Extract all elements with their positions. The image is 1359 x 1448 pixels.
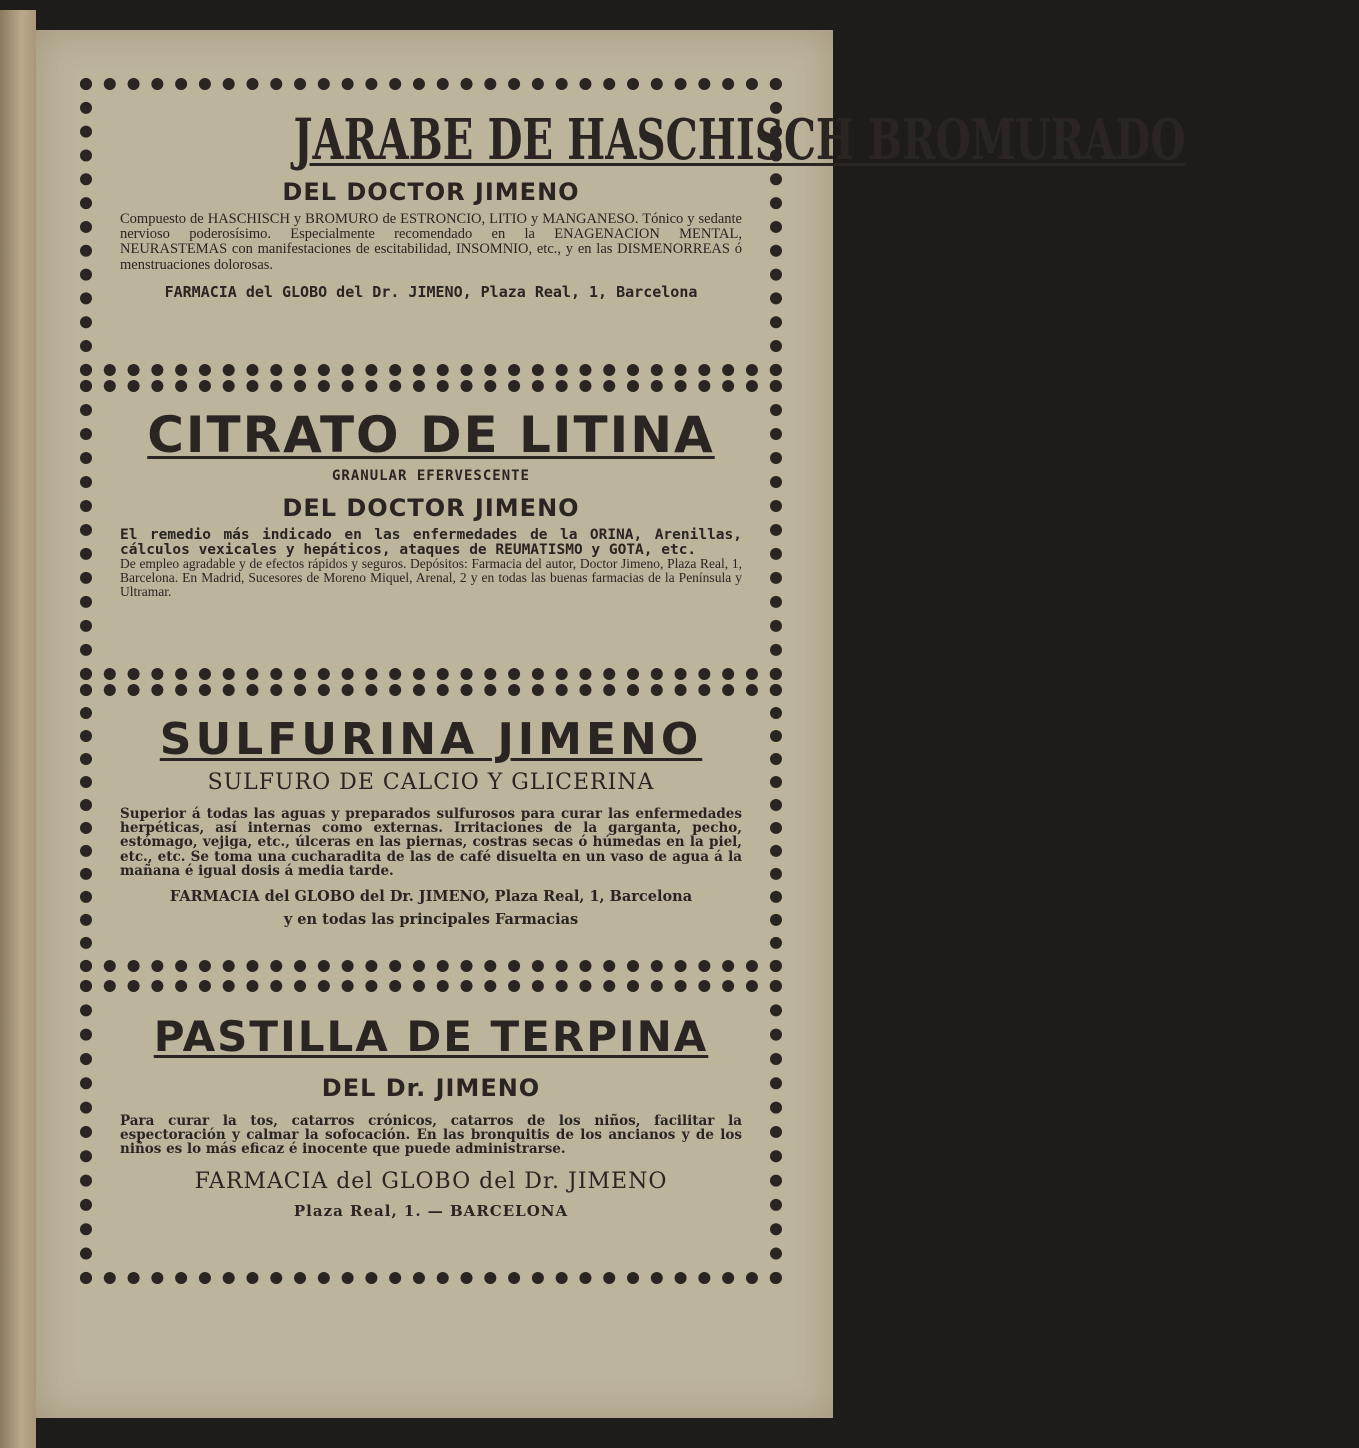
- ad-footer-secondary: y en todas las principales Farmacias: [283, 910, 579, 928]
- ad-title: [120, 107, 1186, 173]
- ad-title: PASTILLA DE TERPINA: [153, 1012, 709, 1061]
- ad-body-secondary: De empleo agradable y de efectos rápidos y seguros. Depósitos: Farmacia del autor, Doctor Jimeno, Plaza Real, 1, Barcelona. En Madrid, Sucesores de Moreno Miquel, Arenal, 2 y en todas las buenas farmacias de la Península y Ultramar.: [120, 556, 742, 600]
- ad-body: Para curar la tos, catarros crónicos, catarros de los niños, facilitar la espectoración y calmar la sofocación. En las bronquitis de los ancianos y de los niños es lo más eficaz é inocente que puede administrarse.: [120, 1113, 742, 1158]
- ad-footer: FARMACIA del GLOBO del Dr. JIMENO, Plaza Real, 1, Barcelona: [169, 887, 693, 905]
- ad-jarabe-haschisch: [80, 78, 1186, 376]
- ad-title: SULFURINA JIMENO: [159, 714, 703, 765]
- ad-citrato-litina: [80, 380, 782, 680]
- ad-pastilla-terpina: [80, 980, 782, 1284]
- ad-subtitle: DEL Dr. JIMENO: [321, 1074, 541, 1102]
- page-edge: [0, 10, 36, 1448]
- ad-tagline: GRANULAR EFERVESCENTE: [331, 468, 530, 484]
- ad-body: El remedio más indicado en las enfermedades de la ORINA, Arenillas, cálculos vexicales y hepáticos, ataques de REUMATISMO y GOTA, etc.: [120, 527, 742, 558]
- ad-footer-secondary: Plaza Real, 1. — BARCELONA: [293, 1201, 569, 1220]
- ad-body: Superior á todas las aguas y preparados sulfurosos para curar las enfermedades herpéticas, así internas como externas. Irritaciones de la garganta, pecho, estómago, vejiga, etc., úlceras en las piernas, costras secas ó húmedas en la piel, etc., etc. Se toma una cucharadita de las de café disuelta en un vaso de agua á la mañana é igual dosis á media tarde.: [120, 806, 742, 879]
- ad-footer: FARMACIA del GLOBO del Dr. JIMENO, Plaza Real, 1, Barcelona: [164, 282, 698, 301]
- ad-subtitle: SULFURO DE CALCIO Y GLICERINA: [207, 770, 655, 795]
- ad-title: CITRATO DE LITINA: [147, 406, 715, 464]
- ad-body: Compuesto de HASCHISCH y BROMURO de ESTRONCIO, LITIO y MANGANESO. Tónico y sedante nervioso poderosísimo. Especialmente recomendado en la ENAGENACION MENTAL, NEURASTEMAS con manifestaciones de escitabilidad, INSOMNIO, etc., y en las DISMENORREAS ó menstruaciones dolorosas.: [120, 211, 742, 273]
- ad-subtitle: DEL DOCTOR JIMENO: [282, 178, 580, 206]
- ad-title-text: JARABE DE HASCHISCH BROMURADO: [293, 107, 1186, 173]
- ad-footer: FARMACIA del GLOBO del Dr. JIMENO: [194, 1168, 668, 1194]
- ad-sulfurina: [80, 684, 782, 972]
- ad-subtitle: DEL DOCTOR JIMENO: [282, 494, 580, 522]
